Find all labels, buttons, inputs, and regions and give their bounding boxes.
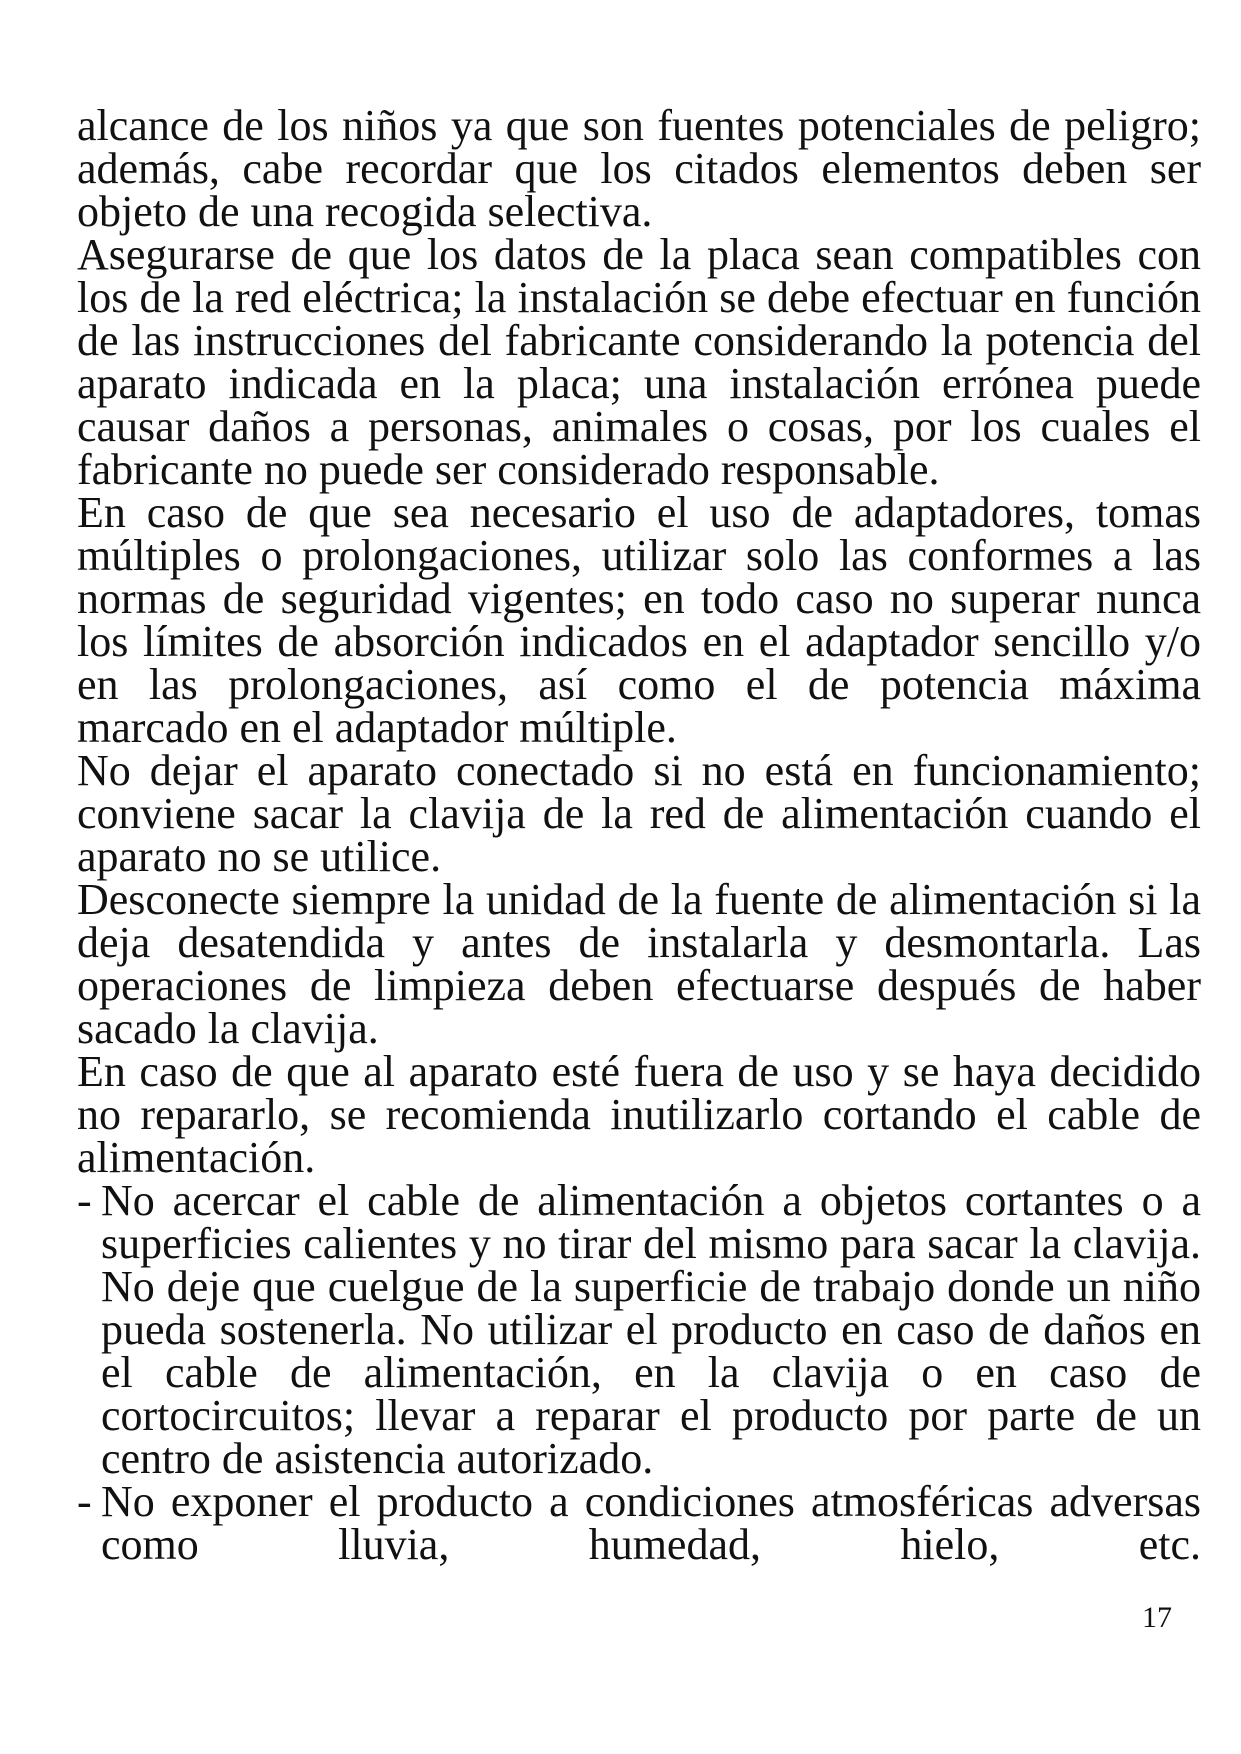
paragraph-unplug-when-idle: No dejar el aparato conectado si no está en funcionamiento; conviene sacar la clavija de la red de alimentación cuando el aparato no se utilice. xyxy=(77,746,1201,881)
body-text xyxy=(77,101,1201,1569)
bullet-item-power-cable xyxy=(77,1176,1201,1483)
bullet-text: No acercar el cable de alimentación a objetos cortantes o a superficies calientes y no tirar del mismo para sacar la clavija. No deje que cuelgue de la superficie de trabajo donde un niño pueda sostenerla. No utilizar el producto en caso de daños en el cable de alimentación, en la clavija o en caso de cortocircuitos; llevar a reparar el producto por parte de un centro de asistencia autorizado. xyxy=(101,1176,1201,1483)
page-number: 17 xyxy=(1142,1601,1172,1634)
paragraph-disposal: En caso de que al aparato esté fuera de uso y se haya decidido no repararlo, se recomienda inutilizarlo cortando el cable de alimentación. xyxy=(77,1047,1201,1182)
bullet-text: No exponer el producto a condiciones atmosféricas adversas como lluvia, humedad, hielo, etc. xyxy=(101,1477,1201,1569)
paragraph-small-parts-warning: alcance de los niños ya que son fuentes potenciales de peligro; además, cabe recordar que los citados elementos deben ser objeto de una recogida selectiva. xyxy=(77,101,1201,236)
bullet-item-weather xyxy=(77,1477,1201,1569)
bullet-marker: - xyxy=(77,1477,92,1526)
paragraph-disconnect-supply: Desconecte siempre la unidad de la fuente de alimentación si la deja desatendida y antes de instalarla y desmontarla. Las operaciones de limpieza deben efectuarse después de haber sacado la clavija. xyxy=(77,875,1201,1053)
paragraph-adapters: En caso de que sea necesario el uso de adaptadores, tomas múltiples o prolongaciones, utilizar solo las conformes a las normas de seguridad vigentes; en todo caso no superar nunca los límites de absorción indicados en el adaptador sencillo y/o en las prolongaciones, así como el de potencia máxima marcado en el adaptador múltiple. xyxy=(77,488,1201,752)
paragraph-rating-plate: Asegurarse de que los datos de la placa sean compatibles con los de la red eléctrica; la instalación se debe efectuar en función de las instrucciones del fabricante considerando la potencia del aparato indicada en la placa; una instalación errónea puede causar daños a personas, animales o cosas, por los cuales el fabricante no puede ser considerado responsable. xyxy=(77,230,1201,494)
bullet-marker: - xyxy=(77,1176,92,1225)
